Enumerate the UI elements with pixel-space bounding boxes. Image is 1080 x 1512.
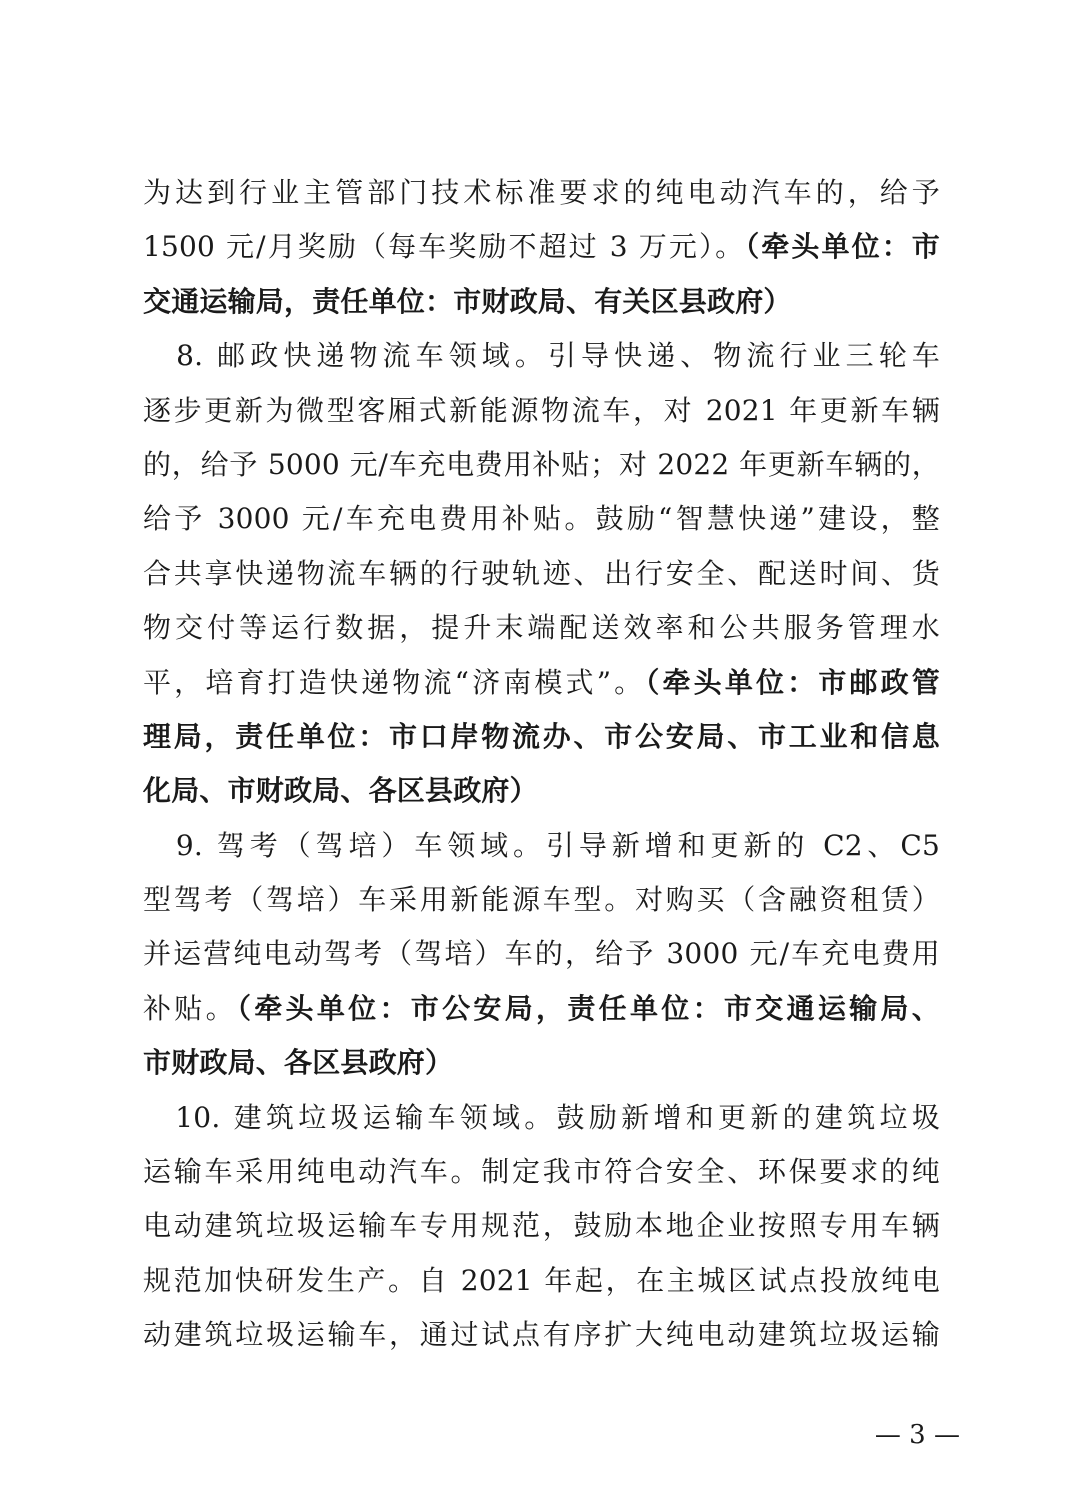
body-text: 1500 元/月奖励（每车奖励不超过 3 万元）。	[143, 230, 746, 264]
text-line	[143, 1254, 940, 1308]
text-line	[143, 982, 940, 1036]
text-line	[143, 438, 940, 492]
body-text: 电动建筑垃圾运输车专用规范，鼓励本地企业按照专用车辆	[143, 1209, 940, 1243]
text-line	[143, 710, 940, 764]
body-text: 运输车采用纯电动汽车。制定我市符合安全、环保要求的纯	[143, 1155, 940, 1189]
responsible-units-text: （牵头单位：市邮政管	[645, 665, 940, 699]
text-line	[143, 656, 940, 710]
text-line	[143, 166, 940, 220]
text-line	[143, 220, 940, 274]
text-line	[143, 275, 940, 329]
text-line	[143, 1145, 940, 1199]
text-line	[143, 601, 940, 655]
body-text: 并运营纯电动驾考（驾培）车的，给予 3000 元/车充电费用	[143, 937, 940, 971]
page-number: — 3 —	[874, 1420, 960, 1450]
body-text: 规范加快研发生产。自 2021 年起，在主城区试点投放纯电	[143, 1263, 940, 1297]
body-text: 8. 邮政快递物流车领域。引导快递、物流行业三轮车	[143, 339, 940, 373]
body-text: 逐步更新为微型客厢式新能源物流车，对 2021 年更新车辆	[143, 393, 940, 427]
text-line	[143, 1091, 940, 1145]
body-text: 动建筑垃圾运输车，通过试点有序扩大纯电动建筑垃圾运输	[143, 1318, 940, 1352]
text-line	[143, 384, 940, 438]
text-line	[143, 927, 940, 981]
responsible-units-text: 市财政局、各区县政府）	[143, 1046, 454, 1080]
body-text: 10. 建筑垃圾运输车领域。鼓励新增和更新的建筑垃圾	[143, 1100, 940, 1134]
text-line	[143, 329, 940, 383]
body-text: 物交付等运行数据，提升末端配送效率和公共服务管理水	[143, 611, 940, 645]
text-line	[143, 819, 940, 873]
body-text: 合共享快递物流车辆的行驶轨迹、出行安全、配送时间、货	[143, 556, 940, 590]
text-line	[143, 764, 940, 818]
responsible-units-text: 交通运输局，责任单位：市财政局、有关区县政府）	[143, 284, 792, 318]
body-text: 给予 3000 元/车充电费用补贴。鼓励“智慧快递”建设，整	[143, 502, 940, 536]
responsible-units-text: （牵头单位：市公安局，责任单位：市交通运输局、	[236, 991, 940, 1025]
text-line	[143, 873, 940, 927]
body-text: 9. 驾考（驾培）车领域。引导新增和更新的 C2、C5	[143, 828, 940, 862]
text-line	[143, 492, 940, 546]
responsible-units-text: 化局、市财政局、各区县政府）	[143, 774, 538, 808]
body-text: 平，培育打造快递物流“济南模式”。	[143, 665, 646, 699]
responsible-units-text: 理局，责任单位：市口岸物流办、市公安局、市工业和信息	[143, 719, 940, 753]
body-text: 为达到行业主管部门技术标准要求的纯电动汽车的，给予	[143, 176, 940, 209]
text-line	[143, 1036, 940, 1090]
text-line	[143, 1308, 940, 1362]
body-text: 型驾考（驾培）车采用新能源车型。对购买（含融资租赁）	[143, 883, 940, 917]
responsible-units-text: （牵头单位：市	[745, 230, 940, 264]
text-line	[143, 547, 940, 601]
body-text: 补贴。	[143, 991, 237, 1025]
text-line	[143, 1199, 940, 1253]
document-body	[143, 166, 940, 1363]
body-text: 的，给予 5000 元/车充电费用补贴；对 2022 年更新车辆的，	[143, 447, 940, 481]
